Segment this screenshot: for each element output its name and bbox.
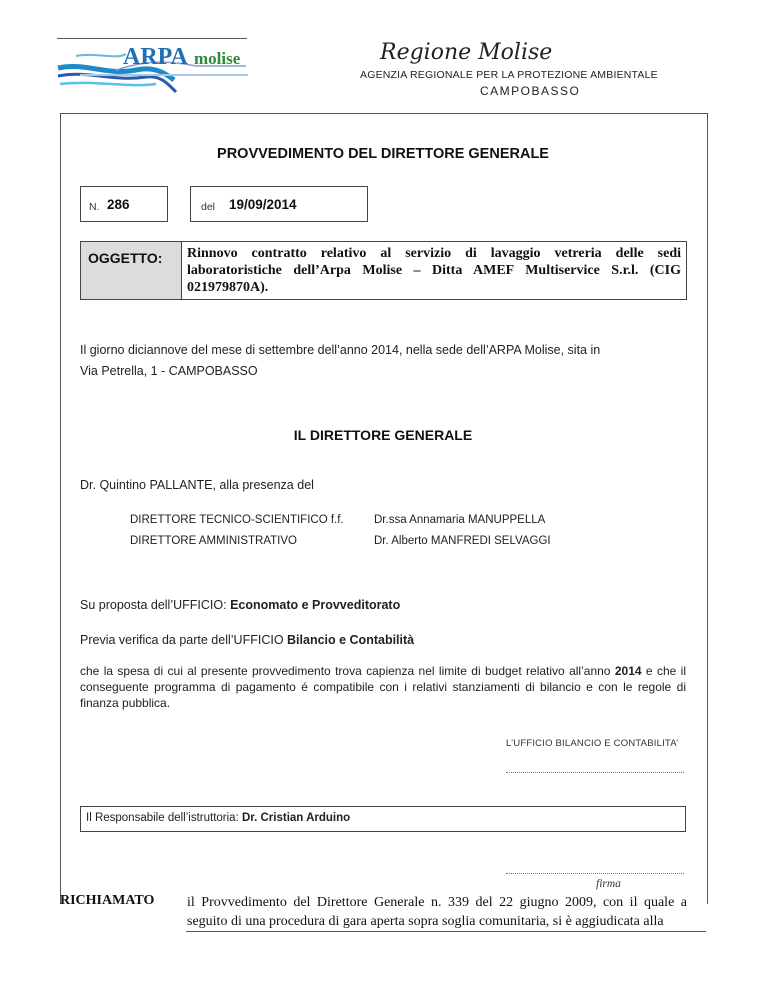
richiamato-text: il Provvedimento del Direttore Generale n. 339 del 22 giugno 2009, con il quale a seguito di una procedura di gara aperta sopra soglia comunitaria, si è aggiudicata alla (187, 895, 687, 929)
logo-word-molise: molise (194, 49, 241, 68)
intro-line-2: Via Petrella, 1 - CAMPOBASSO (80, 364, 258, 378)
verifica-value: Bilancio e Contabilità (287, 633, 415, 647)
regione-molise-title: Regione Molise (380, 40, 553, 65)
number-value: 286 (107, 197, 130, 212)
proposta-prefix: Su proposta dell’UFFICIO: (80, 598, 231, 612)
responsabile-prefix: Il Responsabile dell’istruttoria: (86, 812, 242, 824)
logo-word-arpa: ARPA (123, 44, 188, 70)
oggetto-text: Rinnovo contratto relativo al servizio di lavaggio vetreria delle sedi laboratoristiche dell’Arpa Molise – Ditta AMEF Multiservice S.r.l. (CIG 021979870A). (187, 246, 681, 295)
bottom-rule (186, 931, 706, 932)
dts-label: DIRETTORE TECNICO-SCIENTIFICO f.f. (130, 514, 344, 526)
number-box (80, 186, 168, 222)
dam-value: Dr. Alberto MANFREDI SELVAGGI (374, 535, 551, 547)
dam-label: DIRETTORE AMMINISTRATIVO (130, 535, 297, 547)
firma-label: firma (596, 878, 621, 890)
arpa-logo (56, 40, 251, 102)
richiamato-label: RICHIAMATO (60, 893, 155, 908)
header-rule (57, 38, 247, 39)
date-value: 19/09/2014 (229, 197, 297, 212)
proposta-value: Economato e Provveditorato (230, 598, 401, 612)
responsabile-line (86, 812, 350, 824)
agenzia-subtitle: AGENZIA REGIONALE PER LA PROTEZIONE AMBIENTALE (360, 69, 658, 81)
responsabile-value: Dr. Cristian Arduino (241, 812, 351, 824)
spesa-text-b: e che il conseguente programma di pagamento é compatibile con i relativi stanziamenti di bilancio e con le regole di finanza pubblica. (80, 664, 687, 710)
signature-line-bilancio (506, 772, 684, 773)
city-name: CAMPOBASSO (480, 84, 581, 98)
spesa-paragraph (80, 663, 686, 711)
intro-line-1: Il giorno diciannove del mese di settembre dell’anno 2014, nella sede dell’ARPA Molise, sita in (80, 343, 601, 357)
proposta-line (80, 598, 400, 612)
direttore-generale-heading: IL DIRETTORE GENERALE (293, 427, 473, 443)
document-title: PROVVEDIMENTO DEL DIRETTORE GENERALE (217, 146, 549, 162)
spesa-year: 2014 (614, 664, 642, 678)
verifica-prefix: Previa verifica da parte dell’UFFICIO (80, 633, 288, 647)
spesa-text-a: che la spesa di cui al presente provvedimento trova capienza nel limite di budget relativo all’anno (80, 664, 615, 678)
dts-value: Dr.ssa Annamaria MANUPPELLA (374, 514, 546, 526)
document-frame (60, 113, 708, 904)
arpa-logo-graphic (56, 40, 251, 102)
verifica-line (80, 633, 414, 647)
number-label: N. (89, 201, 100, 213)
date-box (190, 186, 368, 222)
oggetto-label: OGGETTO: (88, 250, 163, 266)
presenza-line: Dr. Quintino PALLANTE, alla presenza del (80, 478, 314, 492)
date-label: del (201, 201, 216, 213)
signature-line-responsabile (506, 873, 684, 874)
ufficio-bilancio-label: L’UFFICIO BILANCIO E CONTABILITA’ (506, 738, 679, 749)
